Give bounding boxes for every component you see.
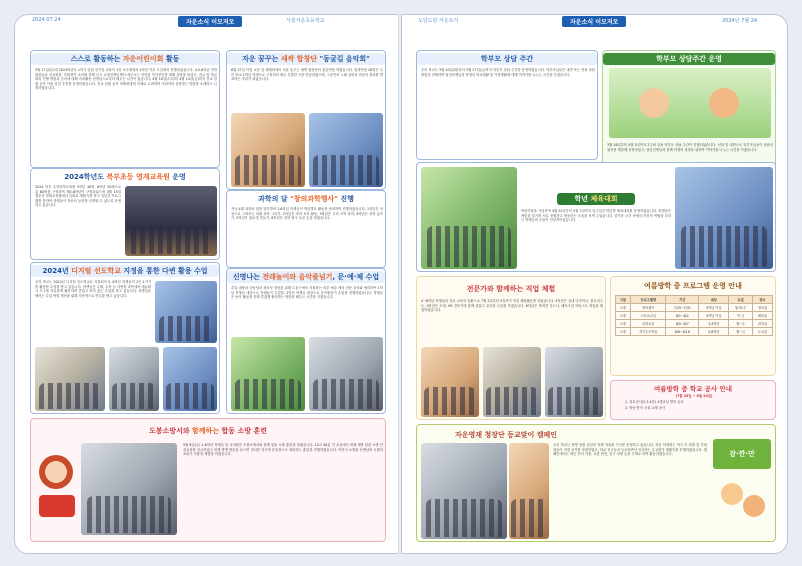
article-body: 우리 학교는 3월 20일(화)부터 3월 27일(금)까지 학부모 상담 주간을 운영하였습니다. 학부모님들은 대면 또는 전화 상담 방법을 선택하여 담임선생님과 학생의 학교생활 및 가정생활에 대해 이야기를 나누는 시간을 가졌습니다.	[421, 68, 595, 77]
firefighter-cartoon-icon	[39, 455, 73, 489]
article-parent-consult-1	[416, 50, 598, 160]
summer-program-table	[615, 295, 773, 336]
table-cell: 영어실	[752, 304, 772, 312]
table-cell: 8/6~8/16	[666, 328, 699, 336]
table-cell: 오후	[616, 328, 631, 336]
construction-line-1: 1. 창호공사(2,3,4층) 4개교실 방학 공사	[625, 400, 684, 404]
table-header: 장소	[752, 296, 772, 304]
article-choir	[226, 50, 386, 190]
article-sports-day	[416, 162, 776, 272]
left-school-name: 서울자운초등학교	[286, 18, 325, 24]
article-body: 수업 내용과 다양성과 창의성 향상을 위해 도움구에서 지원하는 외부 예술 체육 전문 강사와 협력하여 1학년 학생들 대상으로 전래놀이 수업을, 2학년 학생들 대상으로 음악줄넘기 수업을 진행하였습니다. 학생들은 놀이 활동을 통해 즐겁게 협력하는 방법을 배우는 시간을 가졌습니다.	[231, 286, 383, 300]
career-photo-2	[483, 347, 541, 417]
table-cell: 스포츠교실	[631, 312, 666, 320]
article-body: 어린이날을 기념하여 4월 24일부터 5월 2일까지 일주일간 학년별 체육대회를 운영하였습니다. 학생들은 게임을 즐기며 서로 응원하고 협동하는 모습을 보여 주었습니다. 즐거운 시간 속에서 자신의 역할을 다하는 학생들의 모습이 인상적이었습니다.	[521, 209, 671, 223]
table-cell: 도서실	[752, 328, 772, 336]
table-row	[616, 328, 773, 336]
table-cell: 7/29~7/31	[666, 304, 699, 312]
table-cell: 오후	[616, 304, 631, 312]
article-title: 2024학년도 북부초등 영재교육원 운영	[64, 173, 186, 181]
article-greeting-campaign	[416, 424, 776, 542]
choir-photo-2	[309, 113, 383, 187]
table-cell: 3,4학년	[699, 320, 729, 328]
table-cell: 목·금	[729, 312, 752, 320]
table-header: 대상	[699, 296, 729, 304]
table-cell: 자기주도학습	[631, 328, 666, 336]
article-title: 2024년 디지털 선도학교 지정을 통한 다변 활용 수업	[31, 265, 219, 277]
table-row	[616, 304, 773, 312]
table-cell: 오후	[616, 312, 631, 320]
article-gifted-education	[30, 168, 220, 260]
article-title: 도봉소방서와 함께하는 합동 소방 훈련	[149, 427, 267, 435]
digital-class-photo-4	[163, 347, 217, 411]
article-body: 우리 학교는 2024년 디지털 선도학교로 지정되어 5, 6학년 학생들이 1인 1기기를 활용한 수업을 받고 있습니다. 학생들은 주제, 수학 등 다양한 과목에서 에듀테크 도구를 자유롭게 활용하며 즐겁고 의미 있는 수업을 하고 있습니다. 선생님들께서는 수업 방법 개선을 위해 지속적으로 연수를 받고 있습니다.	[35, 280, 151, 298]
caution-sign-icon: 잠·깐·만	[713, 439, 771, 469]
article-body: 4~6학년 학생들의 진로 교육의 일환으로 7월 3일부터 5일까지 직업 체험활동을 하였습니다. 4학년은 실내 디자이너, 플로리스트, 5학년은 도예, VR 전문가에 함께 즐겁고 유익한 시간을 가졌습니다. 6학년은 반려견 지도사, 메이크업 아티스트 직업을 체험하였습니다.	[421, 299, 603, 313]
left-date: 2024.07.24	[32, 17, 61, 23]
sports-day-photo-2	[675, 167, 773, 269]
gifted-hall-photo	[125, 186, 217, 256]
article-body: 3월 27일(수)에 2024학년도 1학기 임원 선거실 교육이 1층 소극장에서 4학년 이후 고입에서 진행되었습니다. 4,5,6학년 각반 회장들과 선교회장, 부회장이 소리탈 통해 모두 교장선생님께서 세우시는 선임장 자가선언을 대해 강당을 돌렸고, 전교 및 학급회의 진행 방법과 순서에 대해 자치활동 선생님으로부터 배우는 시간이 었습니다. 4월 10일(수)부터 4월 14일(금)까지 전교 임원 공약 사항 실천 추진을 운영하였습니다. 전교 임원 들이 학생회에게 자체로 고려하여 사회자의 상장하는 방법을 소개하고 시청하였습니다.	[35, 68, 217, 91]
table-row	[616, 320, 773, 328]
right-school-name: 도담도담 자운소식	[418, 18, 459, 24]
article-title: 전문가와 함께하는 직업 체험	[466, 285, 556, 293]
article-title: 신명나는 전래놀이와 음악줄넘기, 문·예·체 수업	[227, 271, 385, 283]
table-cell: 3학년 이상	[699, 304, 729, 312]
article-body: 2024 북부 수학과학교육원 5학년 40명, 6학년 20명으로 총 60명을 구성하여 제5,6학년이 구성되었으며 3월 15일 정부의 영재교육원에서 특화로 개원식을 하고 일년간 프로그램을 통하여 학생들이 자신의 능력을 신장할 수 있도록 운영하고 있습니다.	[35, 185, 121, 208]
table-header: 요일	[729, 296, 752, 304]
campaign-photo-1	[421, 443, 507, 539]
student-cartoon-icon-1	[721, 483, 743, 505]
article-body: 5월 8일(수) 1-6학년 학생들 및 교직원은 도봉소방서와 함께 합동 소방 훈련을 하였습니다. 12시 40분 각 교실에서 화재 예방 관련 소방 안전교육을 실시하였고 화재 발생 방송을 들으면 질서를 지키며 운동장으로 대피하는 훈련을 진행하였습니다. 이어서 소방관 선생님의 시범과 소화기 사용법 체험을 하였습니다.	[183, 443, 383, 457]
article-career-experience	[416, 276, 606, 420]
student-cartoon-icon-2	[743, 495, 765, 517]
table-header: 기간	[666, 296, 699, 304]
article-title: 자운영재 청장단 등교맞이 캠페인	[455, 431, 557, 439]
table-cell: 과학교실	[631, 320, 666, 328]
parent-consult-illustration	[609, 68, 771, 138]
table-row	[616, 312, 773, 320]
teacher-cartoon-icon	[709, 88, 739, 118]
arts-photo-2	[309, 337, 383, 411]
article-body: 3월 26일부터 4월 5일까지 2주에 걸쳐 학부모 상담 주간이 진행되었습니다. 선화 및 대면으로 학부모님들이 상담신청서를 제출해 신청하셨고, 담임선생님과 함께 학생의 성장을 위하여 이야기를 나누는 시간을 가졌습니다.	[607, 143, 773, 152]
right-date: 2024년 7월 24	[722, 18, 758, 24]
table-cell: 월~수	[729, 320, 752, 328]
construction-line-2: 2. 방송·통신 시설 교체 공사	[625, 406, 666, 410]
table-cell: 체육관	[752, 312, 772, 320]
table-cell: 8/1~8/2	[666, 312, 699, 320]
table-header: 구분	[616, 296, 631, 304]
digital-class-photo-3	[109, 347, 159, 411]
article-title: 여름방학 중 학교 공사 안내	[653, 385, 733, 393]
arts-photo-1	[231, 337, 305, 411]
article-student-council	[30, 50, 220, 168]
digital-class-photo-1	[155, 281, 217, 343]
parent-cartoon-icon	[639, 88, 669, 118]
table-cell: 월·화·수	[729, 304, 752, 312]
fire-truck-icon	[39, 495, 75, 517]
summer-program-notice	[610, 276, 776, 376]
article-body: 6월 27일 아침 교문 앞 텔레비에서 처음 동주는 새싹 합창단의 첫공연을 하였습니다. 합창단원 20명은 우리 학교 1학년 학생으로 구성되어 매주 특별한 곡을 연습하였으며, 그동안의 노래 실력과 연습의 결과를 발표하는 자리가 되었습니다.	[231, 68, 383, 82]
sports-day-photo-1	[421, 167, 517, 269]
article-digital-school	[30, 262, 220, 414]
table-header: 프로그램명	[631, 296, 666, 304]
campaign-photo-2	[509, 443, 549, 539]
table-cell: 월~금	[729, 328, 752, 336]
choir-photo-1	[231, 113, 305, 187]
career-photo-3	[545, 347, 603, 417]
article-arts-pe	[226, 268, 386, 414]
right-section-tag: 자운소식 이모저모	[562, 16, 626, 27]
digital-class-photo-2	[35, 347, 105, 411]
article-body: 지난 4월 과학의 달을 맞이하여 1-6학년 학생들이 학년별로 활동을 준비하여 진행하였습니다. 1학년은 상상으로 그려보는 미래 과학 그리기, 2학년은 과학 독서 활동, 3학년은 우리 지역 과학, 4학년은 과학 글쓰기, 5학년은 물로켓 만들기, 6학년은 과학 탐구 토론 등을 하였습니다.	[231, 207, 383, 221]
construction-notice	[610, 380, 776, 420]
article-title: 과학의 달 "창의과학행사" 진행	[258, 195, 354, 203]
article-fire-drill	[30, 418, 386, 542]
article-title: 여름방학 중 프로그램 운영 안내	[644, 282, 742, 290]
table-cell: 4학년 이상	[699, 312, 729, 320]
construction-dates: (7월 25일 ~ 8월 20일)	[675, 394, 713, 398]
table-cell: 8/5~8/7	[666, 320, 699, 328]
article-science-event	[226, 190, 386, 268]
table-cell: 오후	[616, 320, 631, 328]
fire-drill-photo	[81, 443, 177, 535]
career-photo-1	[421, 347, 479, 417]
article-title: 학부모 상담주간 운영	[603, 53, 775, 65]
table-cell: 과학실	[752, 320, 772, 328]
article-body: 우리 학교는 학생 임원 중심의 학생 자치회 기구를 운영하고 있습니다. 자운 학생회는 학기 초 회장 및 부회장들이 직접 공약을 마련하였고, 학교 친구들과 등교하면서 인사하는 등교맞이 캠페인을 진행하였습니다. 캠페인에서는 바른 언어 사용, 교통 안전, 친구 사랑 등을 주제로 하여 활동하였습니다.	[553, 443, 707, 457]
article-title: 학부모 상담 주간	[417, 53, 597, 65]
article-title: 학년 체육대회	[557, 193, 635, 205]
left-section-tag: 자운소식 이모저모	[178, 16, 242, 27]
article-title: 스스로 활동하는 자운어린이회 활동	[31, 53, 219, 65]
article-title: 자운 꿈꾸는 새싹 합창단 "동굴길 음악회"	[227, 53, 385, 65]
table-cell: 영어캠프	[631, 304, 666, 312]
table-cell: 5,6학년	[699, 328, 729, 336]
